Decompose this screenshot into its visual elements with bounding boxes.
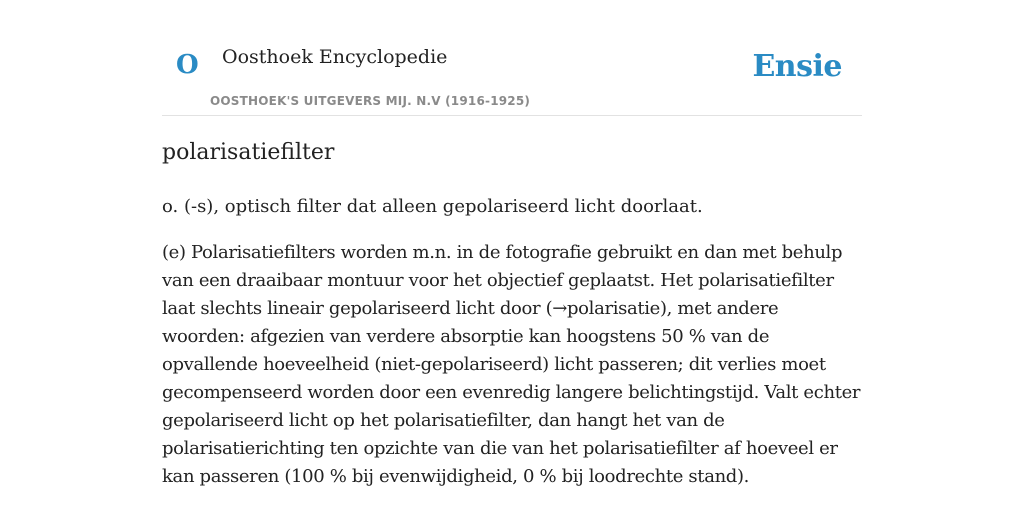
- entry-body: (e) Polarisatiefilters worden m.n. in de fotografie gebruikt en dan met behulp van een draaibaar montuur voor het objectief geplaatst. Het polarisatiefilter laat slechts lineair gepolariseerd licht door (→polarisatie), met andere woorden: afgezien van verdere absorptie kan hoogstens 50 % van de opvallende hoeveelheid (niet-gepolariseerd) licht passeren; dit verlies moet gecompenseerd worden door een evenredig langere belichtingstijd. Valt echter gepolariseerd licht op het polarisatiefilter, dan hangt het van de polarisatierichting ten opzichte van die van het polarisatiefilter af hoeveel er kan passeren (100 % bij evenwijdigheid, 0 % bij loodrechte stand).: [162, 242, 861, 487]
- header: [162, 0, 862, 116]
- ensie-logo[interactable]: Ensie: [752, 49, 842, 84]
- page: [162, 0, 862, 487]
- entry-definition: o. (-s), optisch filter dat alleen gepolariseerd licht doorlaat.: [162, 196, 703, 217]
- entry-title: polarisatiefilter: [162, 140, 335, 165]
- site-subtitle: OOSTHOEK'S UITGEVERS MIJ. N.V (1916-1925): [210, 94, 531, 108]
- logo-letter[interactable]: O: [176, 50, 199, 80]
- site-title[interactable]: Oosthoek Encyclopedie: [222, 46, 448, 68]
